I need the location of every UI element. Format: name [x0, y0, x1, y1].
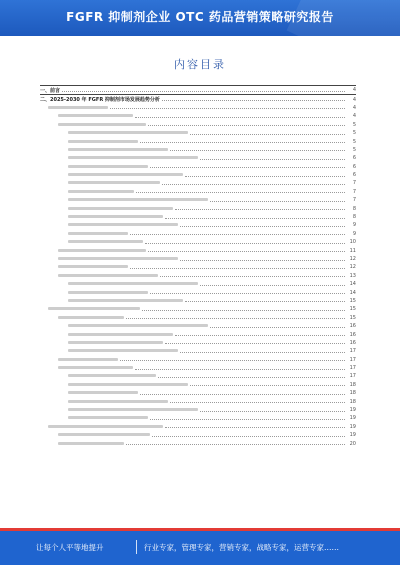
- toc-entry[interactable]: [40, 347, 356, 355]
- toc-page-number: 15: [349, 314, 356, 321]
- illegible-text: [68, 232, 128, 235]
- illegible-text: [68, 173, 183, 176]
- illegible-text: [68, 400, 168, 403]
- toc-page-number: 5: [352, 138, 356, 145]
- illegible-text: [68, 131, 188, 134]
- toc-page-number: 17: [349, 348, 356, 355]
- toc-entry[interactable]: [40, 204, 356, 212]
- toc-leader-dots: [165, 343, 345, 344]
- toc-leader-dots: [185, 301, 345, 302]
- toc-page-number: 7: [352, 197, 356, 204]
- toc-leader-dots: [180, 260, 345, 261]
- illegible-text: [68, 198, 208, 201]
- toc-leader-dots: [158, 377, 345, 378]
- toc-entry[interactable]: [40, 272, 356, 280]
- toc-entry[interactable]: [40, 439, 356, 447]
- toc-leader-dots: [162, 184, 345, 185]
- toc-entry[interactable]: [40, 406, 356, 414]
- toc-leader-dots: [180, 226, 345, 227]
- toc-leader-dots: [190, 134, 345, 135]
- toc-page-number: 6: [352, 155, 356, 162]
- toc-page-number: 9: [352, 230, 356, 237]
- toc-entry-label: [68, 373, 156, 379]
- toc-leader-dots: [148, 125, 345, 126]
- illegible-text: [68, 165, 148, 168]
- toc-leader-dots: [145, 243, 345, 244]
- toc-page-number: 16: [349, 323, 356, 330]
- toc-entry[interactable]: [40, 364, 356, 372]
- toc-page-number: 5: [352, 121, 356, 128]
- illegible-text: [68, 282, 198, 285]
- toc-leader-dots: [175, 209, 345, 210]
- toc-entry[interactable]: [40, 179, 356, 187]
- illegible-text: [68, 374, 156, 377]
- toc-entry-label: [58, 441, 124, 447]
- toc-entry[interactable]: [40, 104, 356, 112]
- toc-entry[interactable]: [40, 196, 356, 204]
- illegible-text: [68, 291, 148, 294]
- illegible-text: [68, 341, 163, 344]
- toc-page-number: 15: [349, 297, 356, 304]
- toc-leader-dots: [148, 251, 345, 252]
- illegible-text: [58, 123, 146, 126]
- toc-page-number: 17: [349, 356, 356, 363]
- toc-entry-label: [68, 172, 183, 178]
- illegible-text: [68, 324, 208, 327]
- toc-entry[interactable]: [40, 288, 356, 296]
- toc-leader-dots: [126, 444, 345, 445]
- toc-entry-label: [68, 206, 173, 212]
- toc-entry[interactable]: [40, 305, 356, 313]
- illegible-text: [58, 442, 124, 445]
- illegible-text: [68, 416, 148, 419]
- illegible-text: [58, 366, 133, 369]
- toc-page-number: 20: [349, 440, 356, 447]
- toc-entry-label: [68, 323, 208, 329]
- toc-entry[interactable]: [40, 112, 356, 120]
- illegible-text: [68, 240, 143, 243]
- toc-entry-label: [68, 290, 148, 296]
- toc-entry-label: [68, 390, 138, 396]
- toc-leader-dots: [140, 142, 345, 143]
- toc-page-number: 16: [349, 331, 356, 338]
- toc-entry-label: [58, 248, 146, 254]
- toc-leader-dots: [210, 201, 345, 202]
- page-footer: [0, 528, 400, 565]
- toc-entry[interactable]: [40, 397, 356, 405]
- toc-entry[interactable]: [40, 246, 356, 254]
- toc-entry-label: [68, 340, 163, 346]
- toc-leader-dots: [135, 117, 345, 118]
- illegible-text: [58, 265, 128, 268]
- toc-entry-label: [68, 130, 188, 136]
- toc-entry[interactable]: [40, 372, 356, 380]
- illegible-text: [68, 190, 134, 193]
- toc-leader-dots: [130, 268, 345, 269]
- toc-page-number: 19: [349, 423, 356, 430]
- toc-leader-dots: [110, 108, 345, 109]
- toc-entry-label: [58, 357, 118, 363]
- toc-leader-dots: [62, 91, 345, 92]
- toc-leader-dots: [136, 192, 345, 193]
- illegible-text: [68, 299, 183, 302]
- toc-page-number: 8: [352, 214, 356, 221]
- toc-page-number: 4: [352, 87, 356, 94]
- toc-leader-dots: [170, 402, 345, 403]
- toc-leader-dots: [200, 159, 345, 160]
- toc-leader-dots: [140, 394, 345, 395]
- toc-entry[interactable]: [40, 280, 356, 288]
- toc-leader-dots: [185, 176, 345, 177]
- toc-entry[interactable]: [40, 85, 356, 95]
- toc-entry-label: [58, 273, 158, 279]
- toc-leader-dots: [126, 318, 345, 319]
- footer-accent-bar: [0, 528, 400, 531]
- toc-entry-label: [58, 432, 150, 438]
- toc-page-number: 15: [349, 306, 356, 313]
- illegible-text: [58, 433, 150, 436]
- report-title: FGFR 抑制剂企业 OTC 药品营销策略研究报告: [66, 10, 334, 24]
- toc-heading: 内容目录: [174, 58, 226, 71]
- toc-leader-dots: [200, 285, 345, 286]
- toc-entry[interactable]: [40, 188, 356, 196]
- illegible-text: [68, 333, 173, 336]
- illegible-text: [58, 249, 146, 252]
- toc-entry-label: [48, 306, 140, 312]
- toc-entry[interactable]: [40, 154, 356, 162]
- toc-leader-dots: [210, 327, 345, 328]
- toc-page-number: 6: [352, 172, 356, 179]
- toc-page-number: 9: [352, 222, 356, 229]
- toc-page-number: 6: [352, 163, 356, 170]
- illegible-text: [68, 140, 138, 143]
- illegible-text: [48, 106, 108, 109]
- toc-entry-label: [58, 264, 128, 270]
- toc-leader-dots: [152, 436, 345, 437]
- toc-page-number: 11: [349, 247, 356, 254]
- toc-entry-label: [68, 382, 188, 388]
- toc-entry-label: [68, 197, 208, 203]
- toc-entry[interactable]: [40, 221, 356, 229]
- toc-entry[interactable]: [40, 121, 356, 129]
- toc-leader-dots: [170, 150, 345, 151]
- toc-page-number: 7: [352, 188, 356, 195]
- toc-page-number: 4: [352, 113, 356, 120]
- illegible-text: [68, 391, 138, 394]
- illegible-text: [68, 223, 178, 226]
- toc-entry-label: [68, 139, 138, 145]
- toc-leader-dots: [160, 276, 345, 277]
- illegible-text: [68, 148, 168, 151]
- toc-entry-label: [68, 231, 128, 237]
- illegible-text: [58, 316, 124, 319]
- toc-leader-dots: [150, 293, 345, 294]
- illegible-text: [68, 383, 188, 386]
- toc-entry-label: [68, 164, 148, 170]
- illegible-text: [68, 349, 178, 352]
- toc-entry[interactable]: [40, 129, 356, 137]
- toc-page-number: 16: [349, 339, 356, 346]
- toc-entry-label: [58, 365, 133, 371]
- toc-entry[interactable]: [40, 330, 356, 338]
- toc-entry-label: [68, 180, 160, 186]
- toc-entry-label: [68, 348, 178, 354]
- toc-leader-dots: [180, 352, 345, 353]
- toc-entry[interactable]: [40, 213, 356, 221]
- illegible-text: [68, 207, 173, 210]
- toc-leader-dots: [162, 100, 345, 101]
- toc-page-number: 14: [349, 289, 356, 296]
- toc-leader-dots: [150, 419, 345, 420]
- toc-entry[interactable]: [40, 137, 356, 145]
- toc-page-number: 18: [349, 390, 356, 397]
- toc-leader-dots: [175, 335, 345, 336]
- toc-entry[interactable]: [40, 255, 356, 263]
- toc-page-number: 8: [352, 205, 356, 212]
- toc-entry-label: [68, 239, 143, 245]
- toc-entry-label: [68, 214, 163, 220]
- toc-entry-label: [58, 315, 124, 321]
- toc-page-number: 13: [349, 272, 356, 279]
- toc-page-number: 18: [349, 398, 356, 405]
- toc-page-number: 19: [349, 432, 356, 439]
- illegible-text: [58, 257, 178, 260]
- toc-leader-dots: [135, 369, 345, 370]
- toc-leader-dots: [130, 234, 345, 235]
- toc-page-number: 5: [352, 146, 356, 153]
- illegible-text: [48, 425, 163, 428]
- toc-entry[interactable]: [40, 423, 356, 431]
- toc-entry-label: [48, 424, 163, 430]
- toc-entry[interactable]: [40, 431, 356, 439]
- footer-slogan: 让每个人平等地提升: [36, 543, 104, 552]
- toc-entry-label: 一、前言: [40, 87, 61, 94]
- toc-leader-dots: [120, 360, 345, 361]
- toc-leader-dots: [165, 218, 345, 219]
- toc-entry-label: [68, 399, 168, 405]
- toc-entry[interactable]: [40, 381, 356, 389]
- toc-entry-label: [68, 281, 198, 287]
- toc-page-number: 10: [349, 239, 356, 246]
- illegible-text: [58, 114, 133, 117]
- illegible-text: [58, 274, 158, 277]
- footer-tagline: 行业专家，管理专家，营销专家，战略专家，运营专家……: [144, 543, 339, 552]
- toc-leader-dots: [200, 411, 345, 412]
- toc-page-number: 12: [349, 256, 356, 262]
- toc-entry[interactable]: [40, 389, 356, 397]
- toc-entry-label: [68, 415, 148, 421]
- toc-entry-label: [68, 147, 168, 153]
- toc-entry[interactable]: [40, 171, 356, 179]
- toc-entry[interactable]: [40, 314, 356, 322]
- illegible-text: [68, 408, 198, 411]
- illegible-text: [68, 156, 198, 159]
- toc-entry[interactable]: [40, 146, 356, 154]
- footer-divider: [136, 540, 137, 554]
- toc-entry[interactable]: [40, 339, 356, 347]
- toc-entry-label: [68, 298, 183, 304]
- toc-page-number: 17: [349, 365, 356, 372]
- report-header: [0, 0, 400, 36]
- toc-entry[interactable]: [40, 414, 356, 422]
- toc-page-number: 7: [352, 180, 356, 187]
- toc-page-number: 19: [349, 407, 356, 414]
- toc-entry[interactable]: [40, 322, 356, 330]
- toc-page-number: 17: [349, 373, 356, 380]
- toc-entry-label: [68, 189, 134, 195]
- toc-page-number: 5: [352, 130, 356, 137]
- toc-entry-label: 二、2025-2030 年 FGFR 抑制剂市场发展趋势分析: [40, 97, 160, 104]
- toc-page-number: 12: [349, 264, 356, 271]
- toc-entry-label: [68, 332, 173, 338]
- toc-page-number: 14: [349, 281, 356, 288]
- toc-entry[interactable]: [40, 230, 356, 238]
- toc-leader-dots: [142, 310, 345, 311]
- toc-entry[interactable]: [40, 356, 356, 364]
- toc-entry-label: [58, 113, 133, 119]
- toc-entry-label: [68, 155, 198, 161]
- toc-entry[interactable]: [40, 163, 356, 171]
- toc-entry-label: [58, 122, 146, 128]
- illegible-text: [68, 181, 160, 184]
- toc-entry[interactable]: [40, 95, 356, 103]
- toc-entry-label: [48, 105, 108, 111]
- toc-leader-dots: [190, 385, 345, 386]
- toc-entry-label: [58, 256, 178, 262]
- illegible-text: [48, 307, 140, 310]
- toc-page-number: 4: [352, 104, 356, 111]
- illegible-text: [58, 358, 118, 361]
- toc-leader-dots: [165, 427, 345, 428]
- toc-page-number: 18: [349, 381, 356, 388]
- toc-entry[interactable]: [40, 297, 356, 305]
- illegible-text: [68, 215, 163, 218]
- table-of-contents: [40, 85, 356, 448]
- toc-page-number: 19: [349, 415, 356, 422]
- toc-entry-label: [68, 222, 178, 228]
- toc-leader-dots: [150, 167, 345, 168]
- toc-entry-label: [68, 407, 198, 413]
- toc-entry[interactable]: [40, 263, 356, 271]
- toc-page-number: 4: [352, 96, 356, 103]
- toc-entry[interactable]: [40, 238, 356, 246]
